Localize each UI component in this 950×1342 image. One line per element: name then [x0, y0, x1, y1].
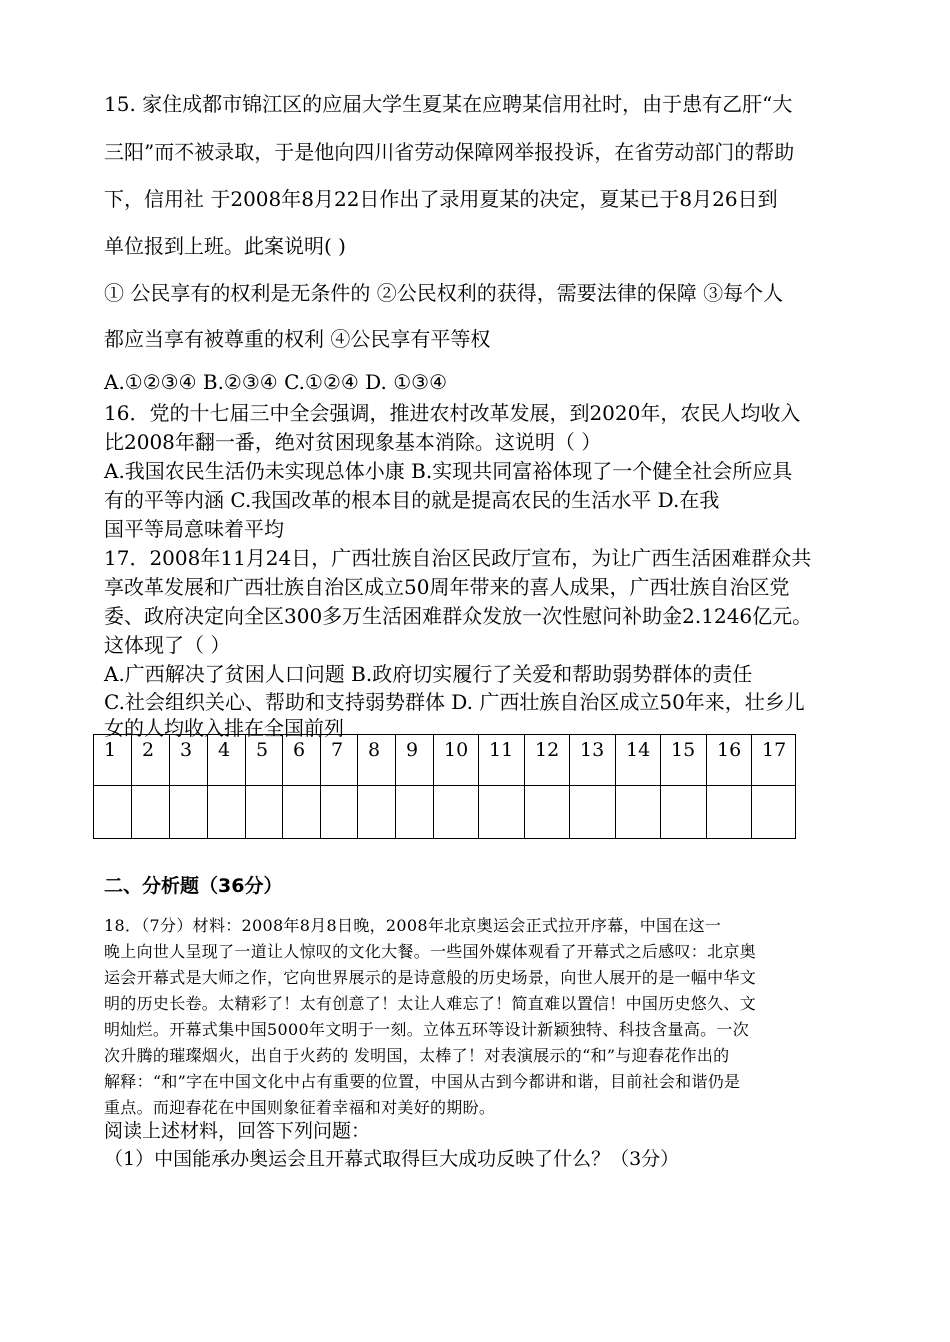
answer-number-cell: 8	[358, 735, 396, 786]
q16-line-1: 16．党的十七届三中全会强调，推进农村改革发展，到2020年，农民人均收入	[104, 401, 801, 425]
answer-number-cell: 14	[616, 735, 661, 786]
answer-table	[93, 734, 796, 839]
section-heading: 二、分析题（36分）	[104, 875, 283, 897]
answer-blank-cell[interactable]	[752, 786, 796, 839]
q16-line-3: A.我国农民生活仍未实现总体小康 B.实现共同富裕体现了一个健全社会所应具	[104, 459, 793, 483]
answer-blank-cell[interactable]	[434, 786, 479, 839]
answer-number-cell: 5	[246, 735, 283, 786]
q18-material-line-1: 18．（7分）材料：2008年8月8日晚，2008年北京奥运会正式拉开序幕，中国在这一	[104, 916, 722, 935]
q18-instruction: 阅读上述材料，回答下列问题：	[104, 1120, 371, 1142]
answer-blank-cell[interactable]	[570, 786, 616, 839]
answer-blank-cell[interactable]	[358, 786, 396, 839]
answer-table-blank-row	[94, 786, 796, 839]
q15-line-5: ① 公民享有的权利是无条件的 ②公民权利的获得，需要法律的保障 ③每个人	[104, 281, 784, 305]
q18-subquestion-1: （1）中国能承办奥运会且开幕式取得巨大成功反映了什么？（3分）	[104, 1148, 680, 1170]
q16-line-2: 比2008年翻一番，绝对贫困现象基本消除。这说明（ ）	[104, 430, 602, 454]
answer-number-cell: 12	[525, 735, 570, 786]
q18-material-line-4: 明的历史长卷。太精彩了！太有创意了！太让人难忘了！简直难以置信！中国历史悠久、文	[104, 994, 757, 1013]
answer-blank-cell[interactable]	[246, 786, 283, 839]
answer-blank-cell[interactable]	[94, 786, 132, 839]
answer-blank-cell[interactable]	[170, 786, 208, 839]
q18-material-line-6: 次升腾的璀璨烟火，出自于火药的 发明国，太棒了！对表演展示的“和”与迎春花作出的	[104, 1046, 730, 1065]
answer-number-cell: 10	[434, 735, 479, 786]
answer-number-cell: 11	[479, 735, 525, 786]
q17-line-3: 委、政府决定向全区300多万生活困难群众发放一次性慰问补助金2.1246亿元。	[104, 604, 813, 628]
answer-blank-cell[interactable]	[321, 786, 358, 839]
q15-line-6: 都应当享有被尊重的权利 ④公民享有平等权	[104, 327, 491, 351]
q17-line-2: 享改革发展和广西壮族自治区成立50周年带来的喜人成果，广西壮族自治区党	[104, 575, 790, 599]
answer-number-cell: 15	[661, 735, 707, 786]
q15-options: A.①②③④ B.②③④ C.①②④ D. ①③④	[104, 370, 447, 394]
q18-material-line-8: 重点。而迎春花在中国则象征着幸福和对美好的期盼。	[104, 1098, 496, 1117]
q18-material-line-2: 晚上向世人呈现了一道让人惊叹的文化大餐。一些国外媒体观看了开幕式之后感叹：北京奥	[104, 942, 757, 961]
answer-number-cell: 13	[570, 735, 616, 786]
q15-line-3: 下，信用社 于2008年8月22日作出了录用夏某的决定，夏某已于8月26日到	[104, 187, 778, 211]
q17-option-line-1: A.广西解决了贫困人口问题 B.政府切实履行了关爱和帮助弱势群体的责任	[104, 662, 753, 686]
q18-material-line-3: 运会开幕式是大师之作，它向世界展示的是诗意般的历史场景，向世人展开的是一幅中华文	[104, 968, 757, 987]
q17-line-4: 这体现了（ ）	[104, 633, 231, 657]
answer-blank-cell[interactable]	[525, 786, 570, 839]
answer-blank-cell[interactable]	[707, 786, 752, 839]
q18-material-line-7: 解释：“和”字在中国文化中占有重要的位置，中国从古到今都讲和谐，目前社会和谐仍是	[104, 1072, 741, 1091]
answer-blank-cell[interactable]	[479, 786, 525, 839]
answer-number-cell: 9	[396, 735, 434, 786]
answer-blank-cell[interactable]	[616, 786, 661, 839]
q18-material-line-5: 明灿烂。开幕式集中国5000年文明于一刻。立体五环等设计新颖独特、科技含量高。一次	[104, 1020, 750, 1039]
answer-blank-cell[interactable]	[208, 786, 246, 839]
q17-line-1: 17．2008年11月24日，广西壮族自治区民政厅宣布，为让广西生活困难群众共	[104, 546, 812, 570]
answer-blank-cell[interactable]	[661, 786, 707, 839]
answer-number-cell: 16	[707, 735, 752, 786]
answer-number-cell: 6	[283, 735, 321, 786]
answer-number-cell: 4	[208, 735, 246, 786]
q15-line-4: 单位报到上班。此案说明( )	[104, 234, 346, 258]
answer-blank-cell[interactable]	[283, 786, 321, 839]
answer-number-cell: 17	[752, 735, 796, 786]
answer-blank-cell[interactable]	[132, 786, 170, 839]
answer-number-cell: 7	[321, 735, 358, 786]
q16-line-4: 有的平等内涵 C.我国改革的根本目的就是提高农民的生活水平 D.在我	[104, 488, 720, 512]
answer-number-cell: 3	[170, 735, 208, 786]
q15-line-1: 15. 家住成都市锦江区的应届大学生夏某在应聘某信用社时，由于患有乙肝“大	[104, 92, 793, 116]
answer-number-cell: 2	[132, 735, 170, 786]
q16-line-5: 国平等局意味着平均	[104, 517, 284, 541]
q15-line-2: 三阳”而不被录取，于是他向四川省劳动保障网举报投诉，在省劳动部门的帮助	[104, 140, 795, 164]
answer-table-header-row	[94, 735, 796, 786]
q17-option-line-2: C.社会组织关心、帮助和支持弱势群体 D. 广西壮族自治区成立50年来，壮乡儿	[104, 690, 805, 714]
answer-blank-cell[interactable]	[396, 786, 434, 839]
answer-number-cell: 1	[94, 735, 132, 786]
q17-option-line-3: 女的人均收入排在全国前列	[104, 716, 344, 740]
